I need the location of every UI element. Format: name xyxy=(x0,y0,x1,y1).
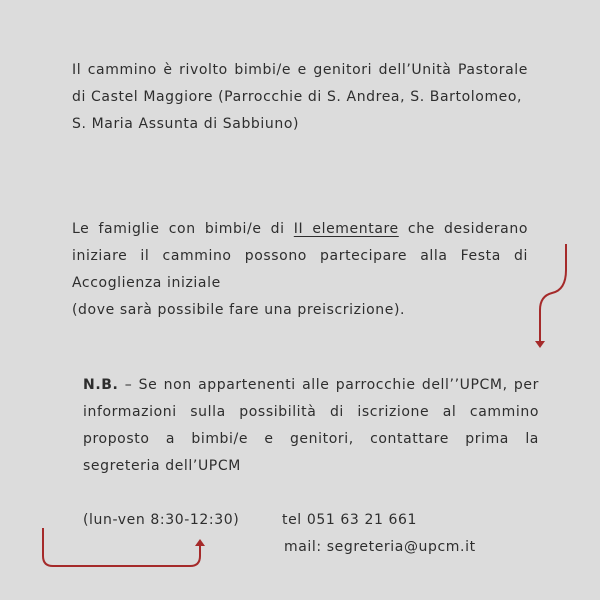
nb-label: N.B. xyxy=(83,377,119,393)
intro-text-line2: S. Maria Assunta di Sabbiuno) xyxy=(72,116,300,132)
families-text-before: Le famiglie con bimbi/e di xyxy=(72,221,294,237)
intro-text: Il cammino è rivolto bimbi/e e genitori dell’Unità Pastorale di Castel Maggiore (Parrocchie di S. Andrea, S. Bartolomeo, xyxy=(72,62,528,105)
right-curved-arrow-icon xyxy=(535,244,566,348)
grade-underlined: II elementare xyxy=(293,221,399,237)
email-address: mail: segreteria@upcm.it xyxy=(284,539,476,555)
bottom-left-return-arrow-icon xyxy=(43,528,205,566)
families-text-line2: (dove sarà possibile fare una preiscrizione). xyxy=(72,302,406,318)
office-hours: (lun-ven 8:30-12:30) xyxy=(83,512,240,528)
nb-text: – Se non appartenenti alle parrocchie dell’’UPCM, per informazioni sulla possibilità di iscrizione al cammino proposto a bimbi/e e genitori, contattare prima la segreteria dell’UPCM xyxy=(83,377,539,474)
phone-number: tel 051 63 21 661 xyxy=(282,512,418,528)
families-text-after: che desiderano iniziare il cammino possono partecipare alla Festa di Accoglienza iniziale xyxy=(72,221,528,291)
